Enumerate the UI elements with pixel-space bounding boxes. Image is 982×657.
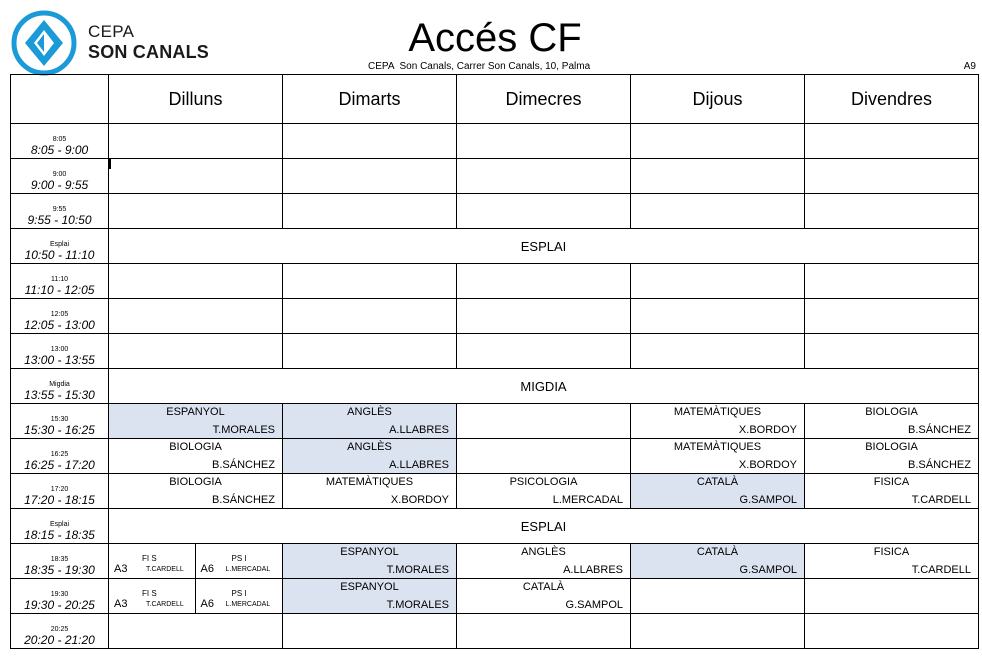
subject-label: BIOLOGIA xyxy=(169,441,222,453)
empty-cell xyxy=(109,124,283,159)
empty-cell xyxy=(805,124,979,159)
time-slot-cell xyxy=(11,474,109,509)
teacher-label: L.MERCADAL xyxy=(225,601,271,608)
empty-cell xyxy=(283,334,457,369)
teacher-label: G.SAMPOL xyxy=(565,599,623,611)
empty-cell xyxy=(457,404,631,439)
esplai-break: ESPLAI xyxy=(109,509,979,544)
empty-cell xyxy=(457,334,631,369)
table-row xyxy=(11,509,979,544)
teacher-label: A.LLABRES xyxy=(389,459,449,471)
time-slot-cell xyxy=(11,159,109,194)
time-slot-range: 15:30 - 16:25 xyxy=(24,423,95,437)
cepa-logo-icon xyxy=(11,10,77,76)
teacher-label: B.SÁNCHEZ xyxy=(212,494,275,506)
table-row xyxy=(11,404,979,439)
empty-cell xyxy=(631,299,805,334)
class-cell xyxy=(109,439,283,474)
teacher-label: G.SAMPOL xyxy=(739,494,797,506)
empty-cell xyxy=(631,124,805,159)
teacher-label: B.SÁNCHEZ xyxy=(908,459,971,471)
empty-cell xyxy=(109,159,283,194)
teacher-label: B.SÁNCHEZ xyxy=(212,459,275,471)
room-label: A3 xyxy=(114,598,128,610)
empty-cell xyxy=(109,299,283,334)
time-slot-label: 12:05 xyxy=(50,311,69,318)
subject-label: MATEMÀTIQUES xyxy=(673,441,762,453)
subject-label: BIOLOGIA xyxy=(169,476,222,488)
empty-cell xyxy=(283,299,457,334)
time-slot-label: 13:00 xyxy=(50,346,69,353)
time-slot-cell xyxy=(11,299,109,334)
time-slot-cell xyxy=(11,614,109,649)
time-slot-label: 16:25 xyxy=(50,451,69,458)
empty-cell xyxy=(805,194,979,229)
esplai-break: ESPLAI xyxy=(109,229,979,264)
time-slot-cell xyxy=(11,439,109,474)
class-cell xyxy=(805,544,979,579)
split-left xyxy=(109,579,196,613)
time-slot-cell xyxy=(11,509,109,544)
time-slot-cell xyxy=(11,124,109,159)
empty-cell xyxy=(457,124,631,159)
empty-cell xyxy=(457,439,631,474)
time-slot-cell xyxy=(11,579,109,614)
class-cell xyxy=(109,474,283,509)
time-slot-label: 17:20 xyxy=(50,486,69,493)
time-slot-label: 11:10 xyxy=(51,276,68,283)
teacher-label: G.SAMPOL xyxy=(739,564,797,576)
time-slot-cell xyxy=(11,264,109,299)
time-slot-range: 20:20 - 21:20 xyxy=(24,633,95,647)
subject-label: MATEMÀTIQUES xyxy=(325,476,414,488)
split-left xyxy=(109,544,196,578)
time-slot-range: 18:35 - 19:30 xyxy=(24,563,95,577)
empty-cell xyxy=(109,264,283,299)
time-slot-range: 9:55 - 10:50 xyxy=(27,213,92,227)
table-row xyxy=(11,159,979,194)
time-slot-range: 18:15 - 18:35 xyxy=(24,528,95,542)
time-slot-label: 9:00 xyxy=(52,171,67,178)
time-slot-cell xyxy=(11,194,109,229)
subject-label: BIOLOGIA xyxy=(865,441,918,453)
room-label: A3 xyxy=(114,563,128,575)
room-label: A6 xyxy=(200,563,214,575)
class-cell xyxy=(457,474,631,509)
subject-label: ANGLÈS xyxy=(347,441,392,453)
teacher-label: T.CARDELL xyxy=(911,564,971,576)
table-row xyxy=(11,369,979,404)
time-slot-cell xyxy=(11,334,109,369)
teacher-label: L.MERCADAL xyxy=(552,494,623,506)
class-cell xyxy=(283,579,457,614)
teacher-label: T.CARDELL xyxy=(146,566,184,573)
text-cursor xyxy=(109,159,111,169)
subject-label: CATALÀ xyxy=(696,546,739,558)
table-row xyxy=(11,229,979,264)
time-slot-label: 8:05 xyxy=(52,136,67,143)
time-slot-label: Esplai xyxy=(49,521,70,528)
teacher-label: T.CARDELL xyxy=(146,601,184,608)
teacher-label: L.MERCADAL xyxy=(225,566,271,573)
time-slot-cell xyxy=(11,404,109,439)
time-slot-range: 16:25 - 17:20 xyxy=(24,458,95,472)
empty-cell xyxy=(631,194,805,229)
time-slot-range: 12:05 - 13:00 xyxy=(24,318,95,332)
time-slot-label: Esplai xyxy=(49,241,70,248)
time-slot-range: 10:50 - 11:10 xyxy=(24,248,95,262)
empty-cell xyxy=(283,159,457,194)
day-header: Dimecres xyxy=(457,75,631,124)
empty-cell xyxy=(805,579,979,614)
time-slot-range: 8:05 - 9:00 xyxy=(30,143,89,157)
empty-cell xyxy=(457,264,631,299)
teacher-label: T.MORALES xyxy=(212,424,275,436)
split-class-cell xyxy=(109,579,283,614)
class-cell xyxy=(631,544,805,579)
empty-cell xyxy=(457,159,631,194)
split-class-cell xyxy=(109,544,283,579)
subject-label: ESPANYOL xyxy=(340,546,399,558)
subject-label: CATALÀ xyxy=(522,581,565,593)
subject-label: PS I xyxy=(231,554,247,563)
empty-cell xyxy=(631,614,805,649)
empty-cell xyxy=(109,614,283,649)
time-slot-label: 15:30 xyxy=(50,416,69,423)
time-slot-range: 9:00 - 9:55 xyxy=(30,178,89,192)
class-cell xyxy=(631,474,805,509)
time-slot-cell xyxy=(11,544,109,579)
class-cell xyxy=(805,474,979,509)
day-header: Dilluns xyxy=(109,75,283,124)
class-cell xyxy=(457,579,631,614)
time-slot-label: 19:30 xyxy=(50,591,69,598)
subject-label: ANGLÈS xyxy=(521,546,566,558)
empty-cell xyxy=(805,159,979,194)
subject-label: BIOLOGIA xyxy=(865,406,918,418)
class-cell xyxy=(283,439,457,474)
empty-cell xyxy=(805,264,979,299)
day-header: Dimarts xyxy=(283,75,457,124)
table-row xyxy=(11,579,979,614)
table-row xyxy=(11,474,979,509)
class-cell xyxy=(805,404,979,439)
subject-label: ANGLÈS xyxy=(347,406,392,418)
empty-cell xyxy=(283,264,457,299)
subject-label: MATEMÀTIQUES xyxy=(673,406,762,418)
time-slot-range: 17:20 - 18:15 xyxy=(24,493,95,507)
table-row xyxy=(11,334,979,369)
time-slot-range: 13:55 - 15:30 xyxy=(24,388,95,402)
day-header: Dijous xyxy=(631,75,805,124)
empty-cell xyxy=(631,159,805,194)
teacher-label: B.SÁNCHEZ xyxy=(908,424,971,436)
time-slot-label: 20:25 xyxy=(50,626,69,633)
subject-label: PSICOLOGIA xyxy=(509,476,578,488)
table-row xyxy=(11,299,979,334)
logo-line1: CEPA xyxy=(88,22,135,41)
subject-label: ESPANYOL xyxy=(340,581,399,593)
page-title: Accés CF xyxy=(408,16,582,60)
time-slot-range: 19:30 - 20:25 xyxy=(24,598,95,612)
subject-label: PS I xyxy=(231,589,247,598)
empty-cell xyxy=(457,194,631,229)
migdia-break: MIGDIA xyxy=(109,369,979,404)
time-slot-range: 11:10 - 12:05 xyxy=(24,283,95,297)
class-cell xyxy=(631,404,805,439)
empty-cell xyxy=(805,614,979,649)
class-cell xyxy=(283,474,457,509)
subject-label: FI S xyxy=(142,554,157,563)
empty-cell xyxy=(457,299,631,334)
time-slot-cell xyxy=(11,369,109,404)
empty-cell xyxy=(283,614,457,649)
time-slot-label: 9:55 xyxy=(52,206,67,213)
time-slot-label: 18:35 xyxy=(50,556,69,563)
corner-cell xyxy=(11,75,109,124)
class-cell xyxy=(283,404,457,439)
class-cell xyxy=(109,404,283,439)
room-label: A6 xyxy=(200,598,214,610)
empty-cell xyxy=(805,334,979,369)
table-row xyxy=(11,264,979,299)
teacher-label: A.LLABRES xyxy=(563,564,623,576)
teacher-label: T.MORALES xyxy=(386,599,449,611)
class-cell xyxy=(805,439,979,474)
time-slot-cell xyxy=(11,229,109,264)
empty-cell xyxy=(109,334,283,369)
teacher-label: X.BORDOY xyxy=(390,494,449,506)
empty-cell xyxy=(631,579,805,614)
subject-label: FISICA xyxy=(873,546,910,558)
time-slot-label: Migdia xyxy=(49,381,70,388)
empty-cell xyxy=(631,334,805,369)
header-row xyxy=(11,75,979,124)
subject-label: FI S xyxy=(142,589,157,598)
table-row xyxy=(11,194,979,229)
table-row xyxy=(11,544,979,579)
table-row xyxy=(11,614,979,649)
school-address: CEPA Son Canals, Carrer Son Canals, 10, Palma xyxy=(368,61,591,72)
subject-label: FISICA xyxy=(873,476,910,488)
teacher-label: A.LLABRES xyxy=(389,424,449,436)
teacher-label: X.BORDOY xyxy=(738,424,797,436)
table-row xyxy=(11,124,979,159)
logo-line2: SON CANALS xyxy=(88,42,210,62)
time-slot-range: 13:00 - 13:55 xyxy=(24,353,95,367)
subject-label: CATALÀ xyxy=(696,476,739,488)
class-cell xyxy=(457,544,631,579)
table-row xyxy=(11,439,979,474)
empty-cell xyxy=(109,194,283,229)
empty-cell xyxy=(805,299,979,334)
class-cell xyxy=(631,439,805,474)
teacher-label: T.CARDELL xyxy=(911,494,971,506)
teacher-label: T.MORALES xyxy=(386,564,449,576)
empty-cell xyxy=(283,194,457,229)
empty-cell xyxy=(631,264,805,299)
empty-cell xyxy=(283,124,457,159)
day-header: Divendres xyxy=(805,75,979,124)
empty-cell xyxy=(457,614,631,649)
subject-label: ESPANYOL xyxy=(166,406,225,418)
split-right xyxy=(196,579,283,613)
teacher-label: X.BORDOY xyxy=(738,459,797,471)
class-cell xyxy=(283,544,457,579)
timetable xyxy=(10,74,979,649)
room-code: A9 xyxy=(963,61,976,72)
split-right xyxy=(196,544,283,578)
